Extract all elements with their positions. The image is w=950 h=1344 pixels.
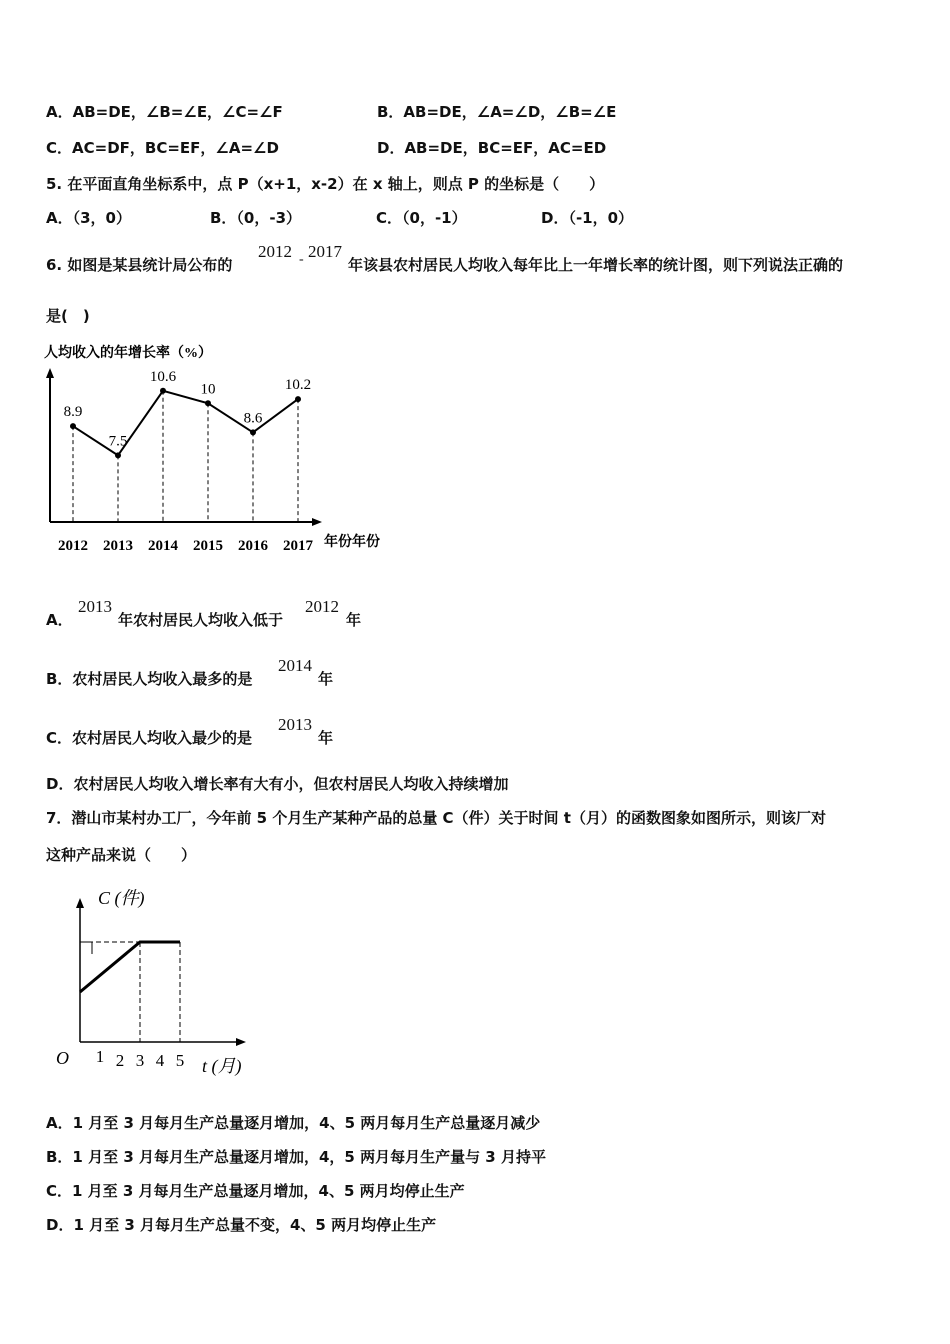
q6-data-label: 10 — [200, 381, 216, 398]
q6-data-label: 10.2 — [284, 377, 312, 394]
q6-growth-chart-svg — [38, 340, 410, 562]
q6-data-label: 10.6 — [149, 368, 177, 385]
q7-y-axis-label: C (件) — [98, 888, 145, 908]
q6-option-a-year2: 2012 — [305, 597, 339, 616]
q6-option-b-text: B．农村居民人均收入最多的是 — [46, 670, 253, 688]
q5-option-d: D．（-1，0） — [541, 209, 634, 227]
q6-stem-line2: 是( ) — [46, 307, 90, 325]
q4-option-a: A．AB=DE，∠B=∠E，∠C=∠F — [46, 103, 283, 121]
q6-data-point — [205, 400, 211, 406]
q7-stem-line2: 这种产品来说（ ） — [46, 846, 197, 864]
q5-option-a: A．（3，0） — [46, 209, 131, 227]
q7-option-c: C．1 月至 3 月每月生产总量逐月增加，4、5 两月均停止生产 — [46, 1182, 465, 1200]
q7-x-tick-label: 4 — [155, 1051, 165, 1070]
q6-data-point — [115, 452, 121, 458]
q6-option-a-end: 年 — [346, 611, 362, 629]
q7-production-chart — [50, 882, 260, 1082]
q7-stem-line1: 7．潜山市某村办工厂，今年前 5 个月生产某种产品的总量 C（件）关于时间 t（月）的函数图象如图所示，则该厂对 — [46, 809, 826, 827]
q6-chart-title: 人均收入的年增长率（%） — [44, 346, 212, 361]
q6-option-a-prefix: A． — [46, 611, 73, 629]
q6-x-tick-label: 2017 — [283, 538, 313, 554]
q6-data-point — [295, 396, 301, 402]
q7-x-tick-label: 1 — [95, 1047, 105, 1066]
q6-year-end: 2017 — [308, 242, 342, 261]
q6-growth-chart — [38, 340, 410, 562]
q7-x-axis-arrow — [236, 1038, 246, 1046]
q6-option-d: D．农村居民人均收入增长率有大有小，但农村居民人均收入持续增加 — [46, 775, 509, 793]
q6-y-axis-arrow — [46, 368, 54, 378]
q6-option-c-text: C．农村居民人均收入最少的是 — [46, 729, 253, 747]
q6-x-tick-label: 2015 — [193, 538, 223, 554]
q7-x-tick-label: 5 — [175, 1051, 185, 1070]
q7-series-line — [80, 942, 180, 992]
q6-option-c-end: 年 — [318, 729, 334, 747]
q6-option-a-mid: 年农村居民人均收入低于 — [118, 611, 284, 629]
q6-stem-prefix: 6. 如图是某县统计局公布的 — [46, 256, 233, 274]
q5-option-b: B．（0，-3） — [210, 209, 302, 227]
q6-x-tick-label: 2016 — [238, 538, 268, 554]
q7-y-axis-arrow — [76, 898, 84, 908]
q6-data-label: 7.5 — [108, 433, 128, 450]
q6-option-c-year: 2013 — [278, 715, 312, 734]
q7-option-a: A．1 月至 3 月每月生产总量逐月增加，4、5 两月每月生产总量逐月减少 — [46, 1114, 541, 1132]
q7-x-tick-label: 3 — [135, 1051, 145, 1070]
q7-production-chart-svg — [50, 882, 260, 1082]
q6-stem-suffix: 年该县农村居民人均收入每年比上一年增长率的统计图，则下列说法正确的 — [348, 256, 844, 274]
q5-stem: 5. 在平面直角坐标系中，点 P（x+1，x-2）在 x 轴上，则点 P 的坐标是（ ） — [46, 175, 605, 193]
q7-x-axis-label: t (月) — [202, 1056, 242, 1076]
q6-x-axis-label: 年份年份 — [324, 535, 380, 550]
q5-option-c: C．（0，-1） — [376, 209, 467, 227]
q4-option-c: C．AC=DF，BC=EF，∠A=∠D — [46, 139, 279, 157]
q7-origin-label: O — [56, 1048, 69, 1068]
q6-dash: - — [299, 252, 304, 267]
q7-option-b: B．1 月至 3 月每月生产总量逐月增加，4，5 两月每月生产量与 3 月持平 — [46, 1148, 546, 1166]
q6-x-axis-arrow — [312, 518, 322, 526]
q7-x-tick-label: 2 — [115, 1051, 125, 1070]
q7-corner-mark — [80, 942, 92, 954]
q6-data-point — [70, 423, 76, 429]
q6-option-b-year: 2014 — [278, 656, 312, 675]
q6-option-b-end: 年 — [318, 670, 334, 688]
q6-data-point — [250, 429, 256, 435]
q6-year-start: 2012 — [258, 242, 292, 261]
q6-data-point — [160, 388, 166, 394]
q6-data-label: 8.9 — [63, 404, 83, 421]
q6-option-a-year1: 2013 — [78, 597, 112, 616]
q4-option-b: B．AB=DE，∠A=∠D，∠B=∠E — [377, 103, 617, 121]
q6-x-tick-label: 2012 — [58, 538, 88, 554]
q6-data-label: 8.6 — [243, 410, 263, 427]
q6-x-tick-label: 2014 — [148, 538, 178, 554]
q6-series-line — [73, 391, 298, 456]
q6-x-tick-label: 2013 — [103, 538, 133, 554]
q7-option-d: D．1 月至 3 月每月生产总量不变，4、5 两月均停止生产 — [46, 1216, 437, 1234]
q4-option-d: D．AB=DE，BC=EF，AC=ED — [377, 139, 607, 157]
